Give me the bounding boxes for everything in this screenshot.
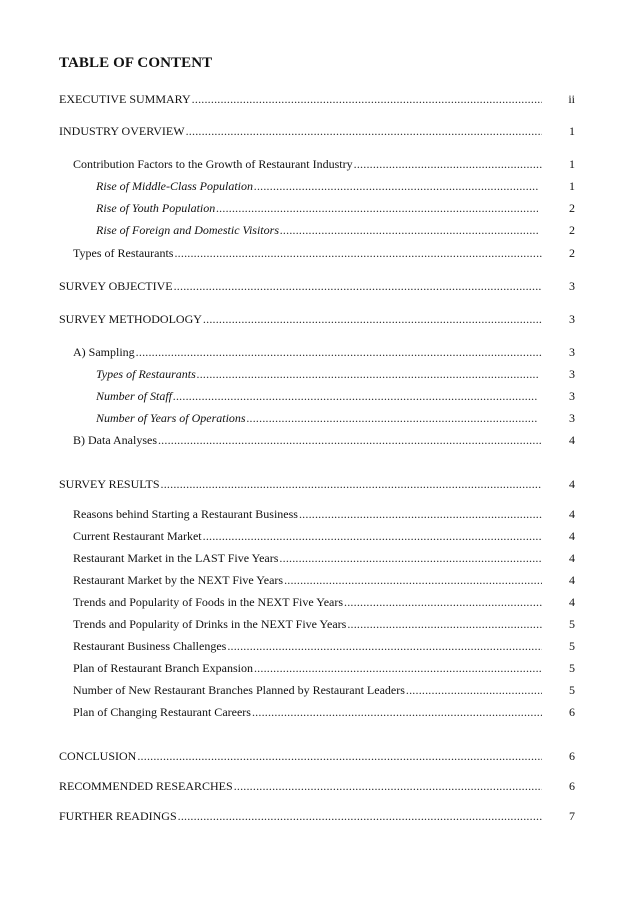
toc-entry-title xyxy=(96,387,538,405)
toc-page-number: 3 xyxy=(569,345,575,359)
toc-entry[interactable] xyxy=(0,155,638,173)
dot-leader xyxy=(203,310,542,328)
toc-page-number: 1 xyxy=(569,124,575,138)
toc-page-number: 1 xyxy=(569,157,575,171)
dot-leader xyxy=(186,122,542,140)
toc-entry-label: Rise of Middle-Class Population xyxy=(96,179,253,193)
dot-leader xyxy=(161,475,542,493)
toc-entry-label: Number of Years of Operations xyxy=(96,411,246,425)
toc-entry[interactable] xyxy=(0,527,638,545)
dot-leader xyxy=(197,365,538,383)
toc-entry-label: Reasons behind Starting a Restaurant Business xyxy=(73,507,298,521)
toc-page-number: 4 xyxy=(569,507,575,521)
toc-page-number: 5 xyxy=(569,639,575,653)
toc-entry[interactable] xyxy=(0,343,638,361)
toc-entry-label: Rise of Youth Population xyxy=(96,201,216,215)
toc-page-number: 4 xyxy=(569,433,575,447)
toc-page-number: 3 xyxy=(569,389,575,403)
toc-entry-label: RECOMMENDED RESEARCHES xyxy=(59,779,233,793)
toc-entry-title xyxy=(96,409,538,427)
toc-page-number: 5 xyxy=(569,617,575,631)
toc-entry-label: Trends and Popularity of Foods in the NEXT Five Years xyxy=(73,595,344,609)
toc-page-number: ii xyxy=(568,92,575,106)
dot-leader xyxy=(299,505,542,523)
toc-page-number: 4 xyxy=(569,573,575,587)
toc-page-number: 6 xyxy=(569,749,575,763)
toc-entry-title xyxy=(96,199,538,217)
toc-entry-label: Types of Restaurants xyxy=(73,246,174,260)
toc-entry[interactable] xyxy=(0,475,638,493)
toc-entry-label: SURVEY RESULTS xyxy=(59,477,160,491)
toc-entry-title xyxy=(73,244,542,262)
toc-page-number: 5 xyxy=(569,661,575,675)
toc-entry[interactable] xyxy=(0,409,638,427)
toc-entry-title xyxy=(73,637,542,655)
dot-leader xyxy=(173,387,538,405)
toc-entry-title xyxy=(73,431,542,449)
toc-page-number: 2 xyxy=(569,201,575,215)
toc-entry-title xyxy=(73,527,542,545)
dot-leader xyxy=(137,747,542,765)
toc-entry[interactable] xyxy=(0,431,638,449)
toc-entry-title xyxy=(73,681,542,699)
toc-entry[interactable] xyxy=(0,659,638,677)
toc-entry-label: A) Sampling xyxy=(73,345,135,359)
toc-entry[interactable] xyxy=(0,777,638,795)
toc-entry-label: Current Restaurant Market xyxy=(73,529,202,543)
toc-page-number: 2 xyxy=(569,223,575,237)
toc-entry[interactable] xyxy=(0,244,638,262)
toc-entry[interactable] xyxy=(0,571,638,589)
dot-leader xyxy=(174,277,542,295)
toc-entry-title xyxy=(96,365,538,383)
toc-entry-title xyxy=(59,747,542,765)
toc-entry-title xyxy=(96,221,538,239)
toc-entry-title xyxy=(73,505,542,523)
toc-entry-label: SURVEY METHODOLOGY xyxy=(59,312,202,326)
toc-entry-title xyxy=(73,343,542,361)
toc-entry[interactable] xyxy=(0,703,638,721)
dot-leader xyxy=(216,199,538,217)
toc-entry-title xyxy=(73,155,542,173)
toc-entry[interactable] xyxy=(0,310,638,328)
toc-entry-title xyxy=(59,90,542,108)
toc-entry-label: Plan of Changing Restaurant Careers xyxy=(73,705,251,719)
toc-entry-label: Restaurant Business Challenges xyxy=(73,639,227,653)
toc-entry-label: Contribution Factors to the Growth of Restaurant Industry xyxy=(73,157,353,171)
toc-entry-label: Number of Staff xyxy=(96,389,173,403)
toc-entry-label: Rise of Foreign and Domestic Visitors xyxy=(96,223,279,237)
toc-page-number: 6 xyxy=(569,705,575,719)
toc-entry[interactable] xyxy=(0,549,638,567)
toc-page-number: 7 xyxy=(569,809,575,823)
toc-entry-label: Plan of Restaurant Branch Expansion xyxy=(73,661,253,675)
toc-page-number: 4 xyxy=(569,477,575,491)
dot-leader xyxy=(227,637,542,655)
toc-entry-title xyxy=(96,177,538,195)
toc-entry-title xyxy=(73,571,542,589)
toc-entry-label: Number of New Restaurant Branches Planned by Restaurant Leaders xyxy=(73,683,405,697)
toc-page-number: 4 xyxy=(569,529,575,543)
toc-entry[interactable] xyxy=(0,615,638,633)
dot-leader xyxy=(344,593,542,611)
toc-entry-title xyxy=(73,593,542,611)
toc-entry-label: INDUSTRY OVERVIEW xyxy=(59,124,185,138)
toc-entry[interactable] xyxy=(0,365,638,383)
dot-leader xyxy=(174,244,542,262)
toc-page-number: 3 xyxy=(569,279,575,293)
toc-entry-title xyxy=(59,807,542,825)
toc-page-number: 1 xyxy=(569,179,575,193)
dot-leader xyxy=(279,549,542,567)
dot-leader xyxy=(158,431,542,449)
toc-page-number: 6 xyxy=(569,779,575,793)
toc-entry-title xyxy=(59,475,542,493)
dot-leader xyxy=(284,571,542,589)
toc-entry[interactable] xyxy=(0,199,638,217)
toc-entry[interactable] xyxy=(0,177,638,195)
dot-leader xyxy=(136,343,542,361)
toc-entry[interactable] xyxy=(0,387,638,405)
toc-entry-label: EXECUTIVE SUMMARY xyxy=(59,92,191,106)
toc-page-number: 3 xyxy=(569,411,575,425)
toc-entry-label: B) Data Analyses xyxy=(73,433,157,447)
dot-leader xyxy=(254,659,542,677)
toc-entry[interactable] xyxy=(0,593,638,611)
toc-entry-title xyxy=(59,277,542,295)
dot-leader xyxy=(192,90,542,108)
toc-entry[interactable] xyxy=(0,122,638,140)
toc-entry-label: CONCLUSION xyxy=(59,749,137,763)
toc-entry-label: Types of Restaurants xyxy=(96,367,196,381)
toc-entry-label: Restaurant Market in the LAST Five Years xyxy=(73,551,279,565)
dot-leader xyxy=(234,777,542,795)
toc-entry-title xyxy=(73,659,542,677)
dot-leader xyxy=(252,703,542,721)
toc-entry[interactable] xyxy=(0,807,638,825)
toc-entry-title xyxy=(73,703,542,721)
toc-entry-label: Trends and Popularity of Drinks in the NEXT Five Years xyxy=(73,617,347,631)
toc-entry[interactable] xyxy=(0,277,638,295)
toc-page-number: 4 xyxy=(569,595,575,609)
dot-leader xyxy=(203,527,542,545)
toc-entry[interactable] xyxy=(0,221,638,239)
dot-leader xyxy=(354,155,542,173)
toc-entry-title xyxy=(73,615,542,633)
dot-leader xyxy=(406,681,542,699)
dot-leader xyxy=(247,409,538,427)
toc-entry[interactable] xyxy=(0,681,638,699)
toc-page-number: 2 xyxy=(569,246,575,260)
toc-entry-title xyxy=(73,549,542,567)
toc-entry[interactable] xyxy=(0,505,638,523)
page-title: TABLE OF CONTENT xyxy=(59,55,213,71)
toc-page-number: 3 xyxy=(569,367,575,381)
toc-page-number: 5 xyxy=(569,683,575,697)
toc-entry-label: SURVEY OBJECTIVE xyxy=(59,279,173,293)
dot-leader xyxy=(347,615,542,633)
toc-entry-label: Restaurant Market by the NEXT Five Years xyxy=(73,573,284,587)
toc-entry[interactable] xyxy=(0,90,638,108)
dot-leader xyxy=(280,221,538,239)
toc-entry-title xyxy=(59,122,542,140)
dot-leader xyxy=(178,807,542,825)
toc-entry-label: FURTHER READINGS xyxy=(59,809,177,823)
toc-entry-title xyxy=(59,777,542,795)
dot-leader xyxy=(254,177,538,195)
toc-entry[interactable] xyxy=(0,637,638,655)
toc-entry[interactable] xyxy=(0,747,638,765)
toc-page-number: 3 xyxy=(569,312,575,326)
toc-entry-title xyxy=(59,310,542,328)
toc-page-number: 4 xyxy=(569,551,575,565)
